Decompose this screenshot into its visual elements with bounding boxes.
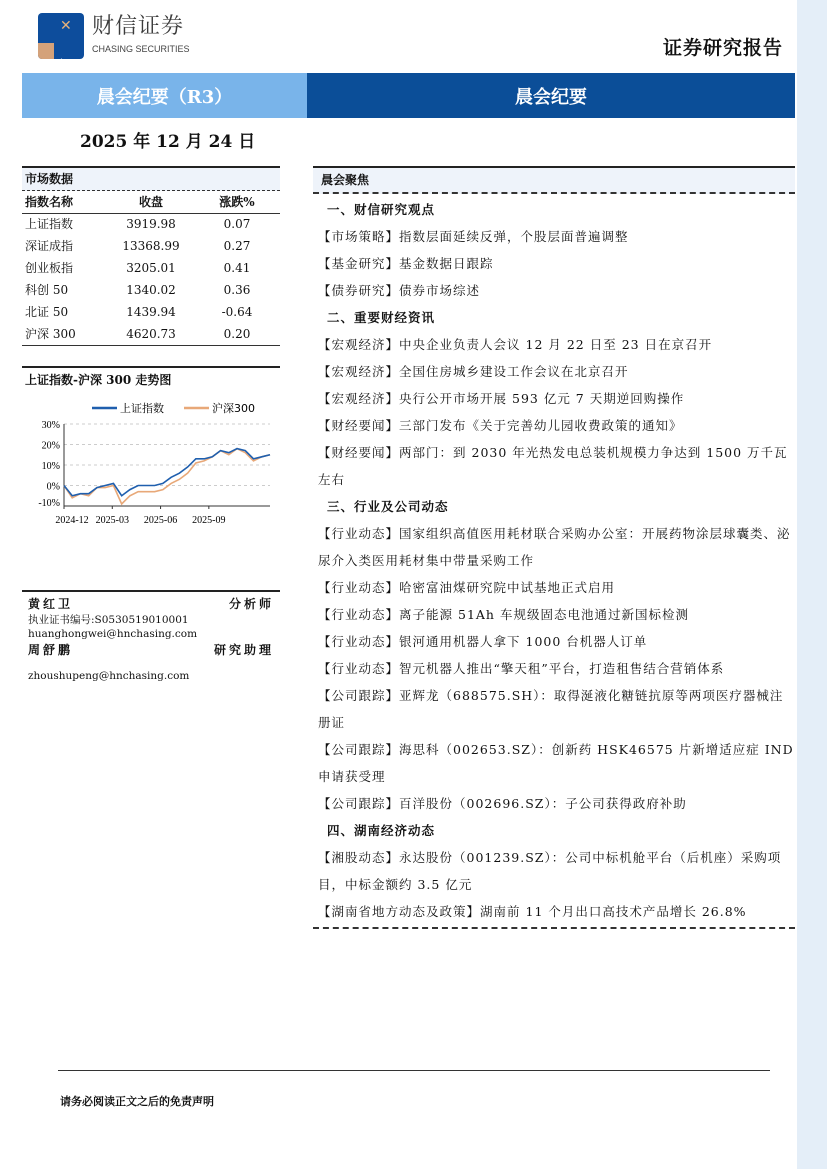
table-cell: 3919.98 xyxy=(126,217,176,232)
report-date: 2025 年 12 月 24 日 xyxy=(80,132,256,152)
table-cell: 0.36 xyxy=(223,283,251,297)
news-item xyxy=(313,223,795,250)
table-cell: 沪深 300 xyxy=(22,323,108,345)
section-heading: 三、行业及公司动态 xyxy=(327,499,449,514)
author-email: huanghongwei@hnchasing.com xyxy=(28,628,198,640)
col-header: 指数名称 xyxy=(22,191,108,213)
news-item xyxy=(313,358,795,385)
news-tag: 【行业动态】 xyxy=(318,526,400,541)
news-tag: 【行业动态】 xyxy=(318,607,400,622)
author-role: 研究助理 xyxy=(213,643,274,657)
table-row xyxy=(22,323,280,345)
news-tag: 【财经要闻】 xyxy=(318,418,400,433)
table-cell: 深证成指 xyxy=(25,239,74,253)
news-tag: 【债券研究】 xyxy=(318,283,400,298)
disclaimer: 请务必阅读正文之后的免责声明 xyxy=(60,1095,214,1108)
section-heading: 四、湖南经济动态 xyxy=(327,823,436,838)
x-tick-label: 2024-12 xyxy=(55,515,89,526)
news-item xyxy=(313,790,795,817)
news-tag: 【公司跟踪】 xyxy=(318,742,400,757)
news-item xyxy=(313,844,795,898)
footer-divider xyxy=(58,1070,770,1071)
market-data-table xyxy=(22,191,280,346)
news-item xyxy=(313,439,795,493)
series-line-hs300 xyxy=(64,449,270,504)
table-row xyxy=(22,279,280,301)
series-line-shanghai xyxy=(64,449,270,496)
author-email: zhoushupeng@hnchasing.com xyxy=(28,670,190,682)
author-name: 黄红卫 xyxy=(28,597,74,611)
news-text: 湖南前 11 个月出口高技术产品增长 26.8% xyxy=(480,904,747,919)
news-tag: 【湖南省地方动态及政策】 xyxy=(318,904,481,919)
news-text: 永达股份（001239.SZ）：公司中标机舱平台（后机座）采购项目，中标金额约 3.5 亿元 xyxy=(318,850,782,892)
news-text: 哈密富油煤研究院中试基地正式启用 xyxy=(399,580,616,595)
x-tick-label: 2025-03 xyxy=(95,515,129,526)
market-data-panel xyxy=(22,166,280,346)
news-item xyxy=(313,898,795,925)
side-strip xyxy=(797,0,827,1169)
news-item xyxy=(313,736,795,790)
author-cert: 执业证书编号:S0530519010001 xyxy=(28,614,189,626)
divider xyxy=(313,925,795,929)
news-text: 智元机器人推出“擎天租”平台，打造租售结合营销体系 xyxy=(399,661,725,676)
logo-icon: ✕ xyxy=(38,13,84,59)
news-text: 三部门发布《关于完善幼儿园收费政策的通知》 xyxy=(399,418,683,433)
x-tick-label: 2025-06 xyxy=(143,515,178,526)
news-text: 全国住房城乡建设工作会议在北京召开 xyxy=(399,364,629,379)
news-item xyxy=(313,655,795,682)
y-tick-label: 0% xyxy=(46,481,60,493)
logo-text-cn: 财信证券 xyxy=(92,14,185,39)
table-row xyxy=(22,301,280,323)
table-cell: 3205.01 xyxy=(126,261,176,275)
y-tick-label: 10% xyxy=(41,461,60,472)
table-cell: 0.41 xyxy=(223,261,251,275)
morning-focus xyxy=(313,166,795,929)
author-name: 周舒鹏 xyxy=(28,643,74,657)
table-cell: 4620.73 xyxy=(108,323,194,345)
section-heading: 一、财信研究观点 xyxy=(327,202,436,217)
news-item xyxy=(313,412,795,439)
table-cell: 0.20 xyxy=(194,323,280,345)
logo-text-en: CHASING SECURITIES xyxy=(92,44,190,54)
banner-right: 晨会纪要 xyxy=(307,73,795,118)
news-tag: 【公司跟踪】 xyxy=(318,688,400,703)
table-cell: 创业板指 xyxy=(25,261,74,275)
table-cell: 上证指数 xyxy=(25,217,74,232)
news-text: 债券市场综述 xyxy=(399,283,481,298)
legend-label: 沪深300 xyxy=(212,402,255,415)
y-tick-label: 20% xyxy=(41,440,60,452)
news-tag: 【行业动态】 xyxy=(318,634,400,649)
news-text: 银河通用机器人拿下 1000 台机器人订单 xyxy=(399,634,648,649)
news-item xyxy=(313,520,795,574)
news-text: 基金数据日跟踪 xyxy=(399,256,494,271)
news-tag: 【行业动态】 xyxy=(318,580,400,595)
table-cell: 1340.02 xyxy=(126,283,176,297)
news-item xyxy=(313,385,795,412)
news-item xyxy=(313,250,795,277)
news-tag: 【公司跟踪】 xyxy=(318,796,400,811)
news-text: 两部门：到 2030 年光热发电总装机规模力争达到 1500 万千瓦左右 xyxy=(318,445,788,487)
news-item xyxy=(313,574,795,601)
section-heading: 二、重要财经资讯 xyxy=(327,310,436,325)
col-header: 收盘 xyxy=(108,191,194,213)
y-tick-label: 30% xyxy=(41,420,60,431)
news-text: 国家组织高值医用耗材联合采购办公室：开展药物涂层球囊类、泌尿介入类医用耗材集中带量采购工作 xyxy=(318,526,791,568)
news-text: 离子能源 51Ah 车规级固态电池通过新国标检测 xyxy=(399,607,689,622)
news-text: 海思科（002653.SZ）：创新药 HSK46575 片新增适应症 IND 申请获受理 xyxy=(318,742,794,784)
table-cell: 0.07 xyxy=(223,217,251,232)
document-type: 证券研究报告 xyxy=(662,37,783,59)
news-tag: 【市场策略】 xyxy=(318,229,400,244)
news-item xyxy=(313,682,795,736)
table-row xyxy=(22,235,280,257)
news-item xyxy=(313,277,795,304)
table-cell: -0.64 xyxy=(221,305,253,319)
table-cell: 北证 50 xyxy=(25,305,69,319)
chart-title: 上证指数-沪深 300 走势图 xyxy=(22,366,280,392)
news-text: 中央企业负责人会议 12 月 22 日至 23 日在京召开 xyxy=(399,337,713,352)
banner-left: 晨会纪要（R3） xyxy=(22,73,307,118)
news-item xyxy=(313,628,795,655)
authors-panel xyxy=(22,590,280,683)
news-text: 指数层面延续反弹，个股层面普遍调整 xyxy=(399,229,629,244)
table-row xyxy=(22,257,280,279)
focus-title: 晨会聚焦 xyxy=(313,166,795,194)
news-text: 亚辉龙（688575.SH）：取得涎液化糖链抗原等两项医疗器械注册证 xyxy=(318,688,784,730)
news-text: 央行公开市场开展 593 亿元 7 天期逆回购操作 xyxy=(399,391,685,406)
table-cell: 13368.99 xyxy=(122,239,180,253)
news-item xyxy=(313,331,795,358)
legend-label: 上证指数 xyxy=(120,402,164,415)
table-cell: 1439.94 xyxy=(126,305,176,319)
index-trend-chart xyxy=(22,394,280,529)
col-header: 涨跌% xyxy=(194,191,280,213)
table-cell: 科创 50 xyxy=(25,283,69,297)
table-row xyxy=(22,213,280,235)
market-data-title: 市场数据 xyxy=(22,166,280,191)
news-item xyxy=(313,601,795,628)
x-tick-label: 2025-09 xyxy=(192,515,226,526)
news-tag: 【基金研究】 xyxy=(318,256,400,271)
news-tag: 【宏观经济】 xyxy=(318,337,400,352)
news-tag: 【湘股动态】 xyxy=(318,850,400,865)
y-tick-label: -10% xyxy=(38,498,60,509)
news-tag: 【宏观经济】 xyxy=(318,391,400,406)
news-tag: 【宏观经济】 xyxy=(318,364,400,379)
news-tag: 【财经要闻】 xyxy=(318,445,400,460)
table-cell: 0.27 xyxy=(223,239,251,253)
news-text: 百洋股份（002696.SZ）：子公司获得政府补助 xyxy=(399,796,687,811)
news-tag: 【行业动态】 xyxy=(318,661,400,676)
author-role: 分析师 xyxy=(228,597,274,611)
